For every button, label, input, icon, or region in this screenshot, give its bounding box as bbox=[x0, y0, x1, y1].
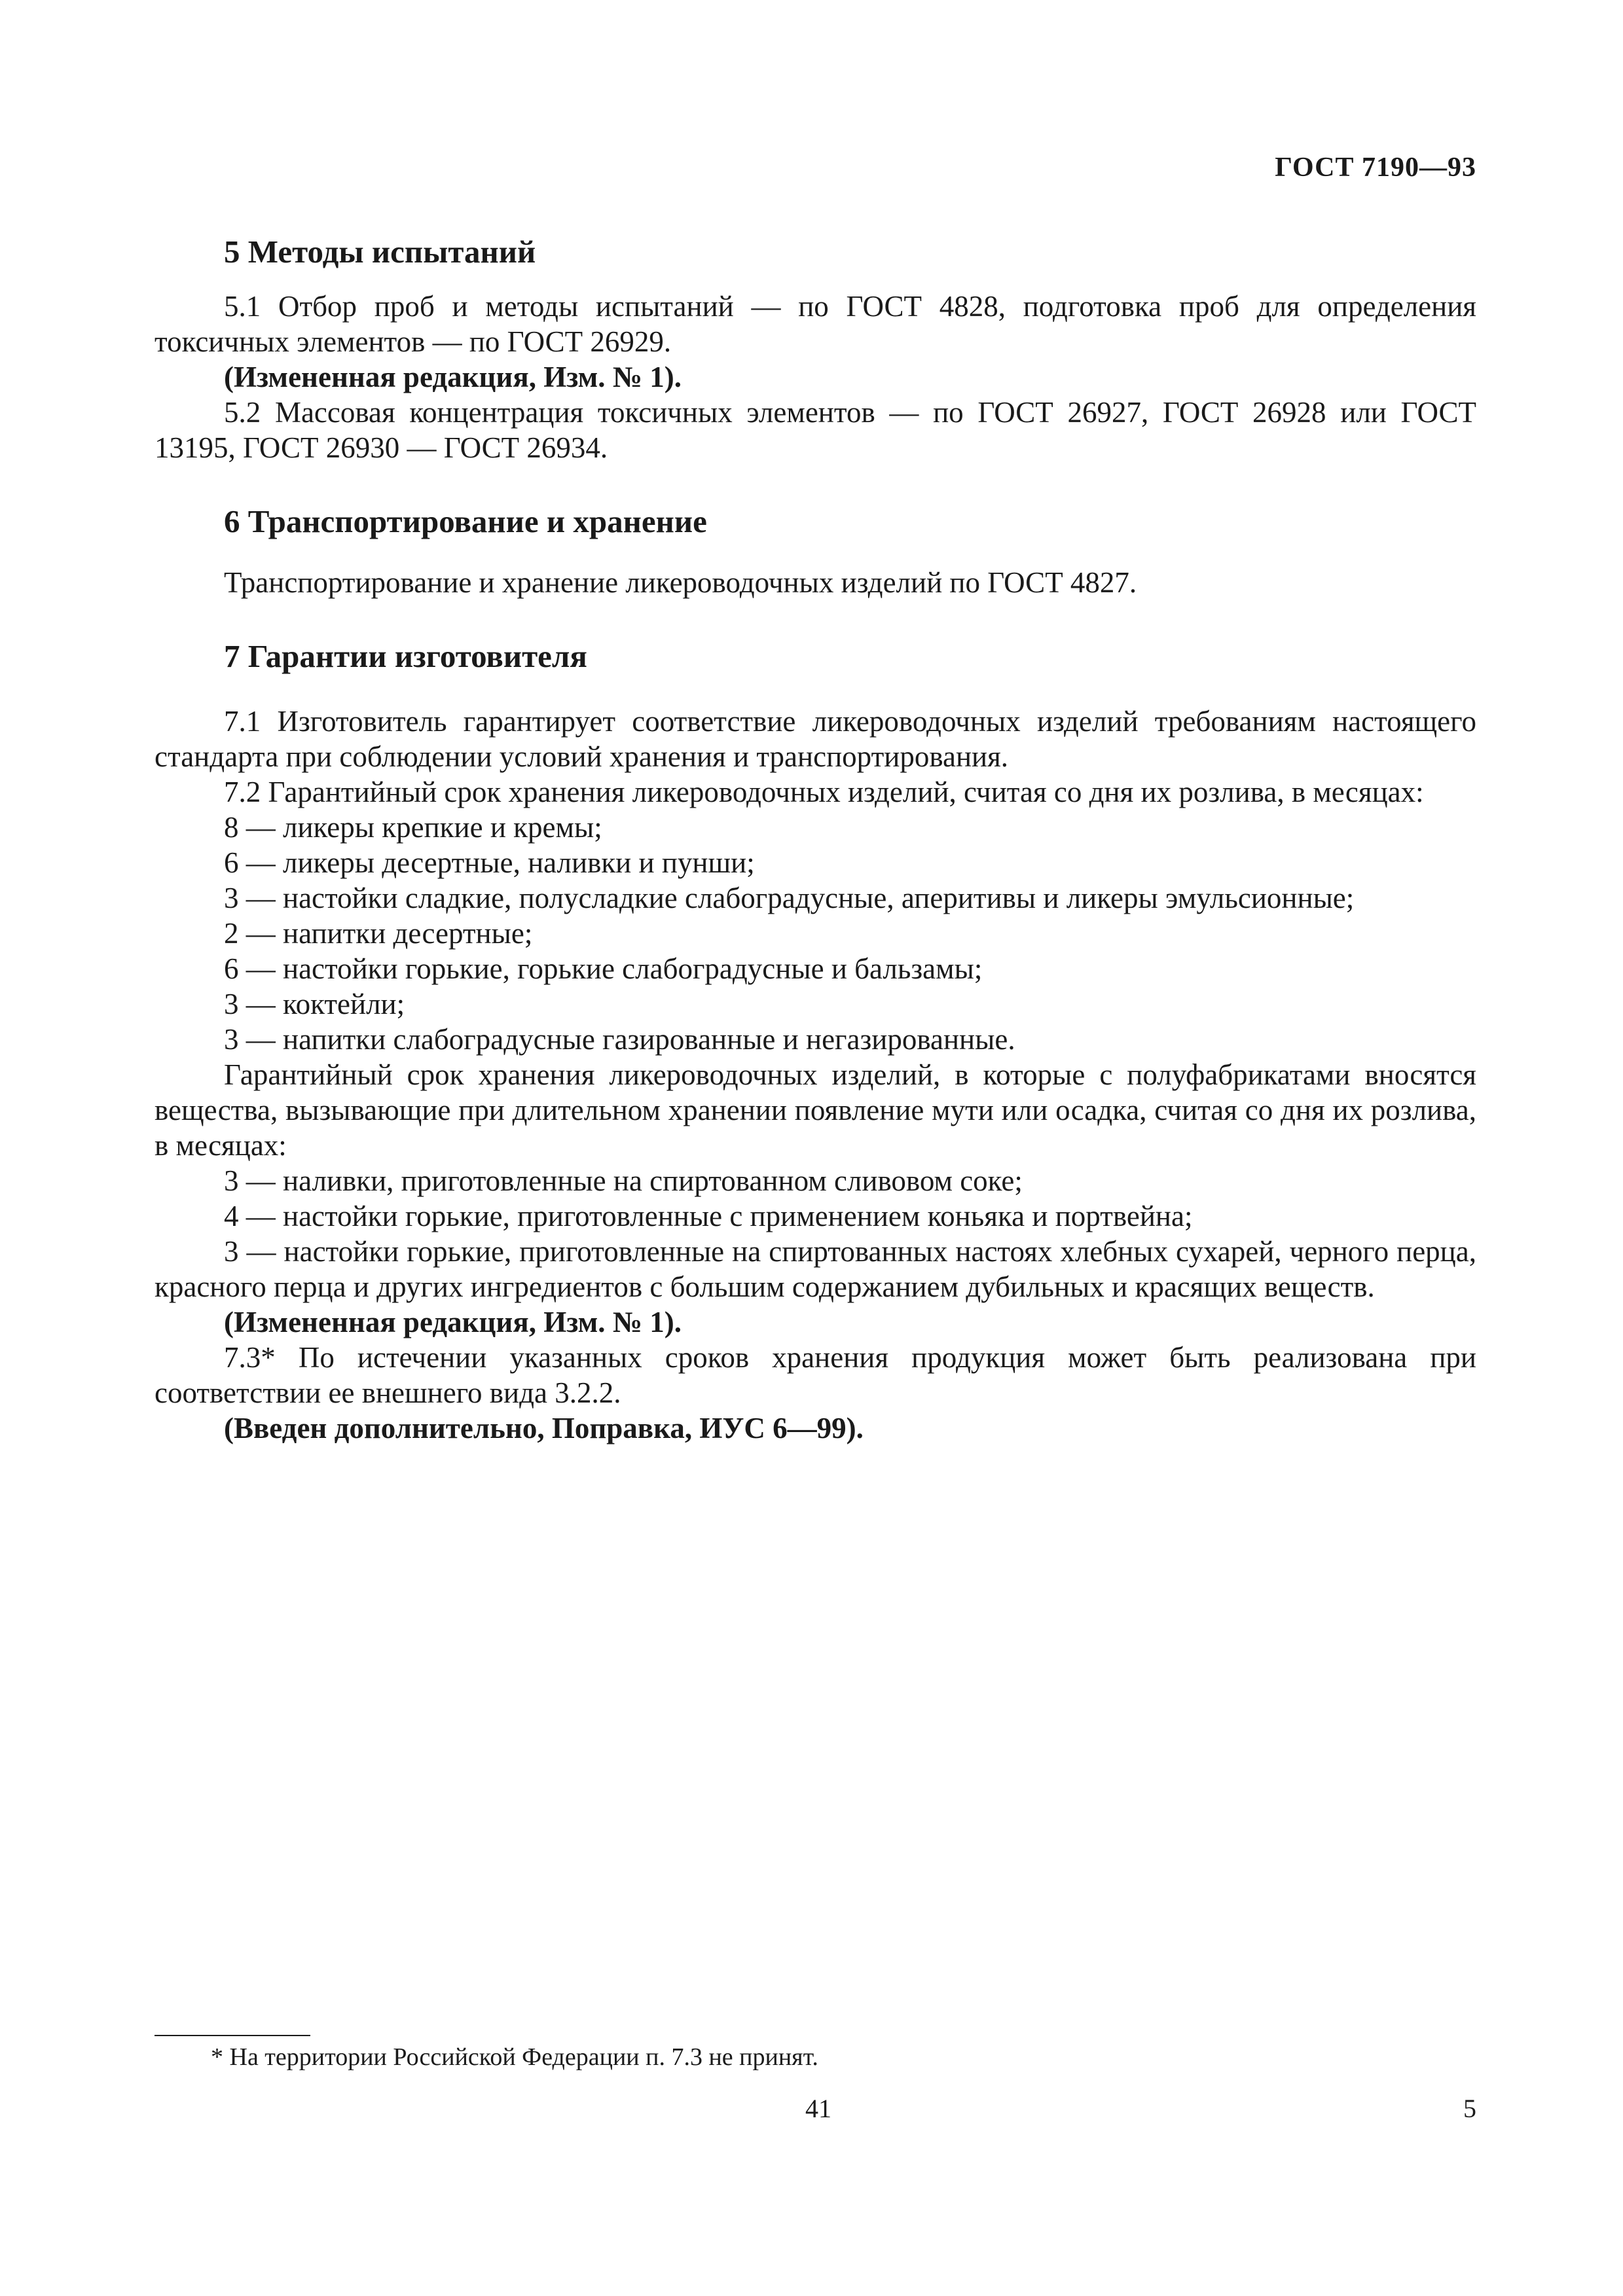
paragraph-6: Транспортирование и хранение ликероводочных изделий по ГОСТ 4827. bbox=[224, 566, 1137, 599]
amendment-note: (Измененная редакция, Изм. № 1). bbox=[224, 361, 682, 393]
list-item: 3 — коктейли; bbox=[224, 988, 405, 1020]
paragraph-5-2: 5.2 Массовая концентрация токсичных элементов — по ГОСТ 26927, ГОСТ 26928 или ГОСТ 13195, ГОСТ 26930 — ГОСТ 26934. bbox=[155, 396, 1476, 464]
document-body bbox=[155, 232, 1476, 1446]
list-item: 6 — ликеры десертные, наливки и пунши; bbox=[224, 846, 755, 879]
list-item: 3 — напитки слабоградусные газированные и негазированные. bbox=[224, 1023, 1015, 1056]
amendment-note: (Измененная редакция, Изм. № 1). bbox=[224, 1306, 682, 1338]
list-item: 3 — настойки сладкие, полусладкие слабоградусные, аперитивы и ликеры эмульсионные; bbox=[224, 882, 1355, 914]
list-item: 3 — наливки, приготовленные на спиртованном сливовом соке; bbox=[224, 1164, 1023, 1197]
section-6-title: 6 Транспортирование и хранение bbox=[224, 503, 707, 539]
footnote: * На территории Российской Федерации п. 7.3 не принят. bbox=[211, 2043, 818, 2071]
section-5 bbox=[155, 232, 1476, 465]
section-7 bbox=[155, 637, 1476, 1446]
list-item: 4 — настойки горькие, приготовленные с применением коньяка и портвейна; bbox=[224, 1200, 1193, 1232]
paragraph-5-1: 5.1 Отбор проб и методы испытаний — по ГОСТ 4828, подготовка проб для определения токсичных элементов — по ГОСТ 26929. bbox=[155, 290, 1476, 358]
list-item: 2 — напитки десертные; bbox=[224, 917, 533, 950]
paragraph-7-3: 7.3* По истечении указанных сроков хранения продукция может быть реализована при соответствии ее внешнего вида 3.2.2. bbox=[155, 1341, 1476, 1409]
page-number-right: 5 bbox=[1463, 2094, 1476, 2123]
page-number-center: 41 bbox=[805, 2094, 831, 2123]
correction-note: (Введен дополнительно, Поправка, ИУС 6—99). bbox=[224, 1412, 864, 1444]
footnote-divider bbox=[155, 2035, 310, 2036]
section-5-title: 5 Методы испытаний bbox=[224, 234, 536, 270]
list-item: 8 — ликеры крепкие и кремы; bbox=[224, 811, 602, 844]
paragraph-warranty-additives: Гарантийный срок хранения ликероводочных изделий, в которые с полуфабрикатами вносятся вещества, вызывающие при длительном хранении появление мути или осадка, считая со дня их розлива, в месяцах: bbox=[155, 1058, 1476, 1162]
list-item: 3 — настойки горькие, приготовленные на спиртованных настоях хлебных сухарей, черного перца, красного перца и других ингредиентов с большим содержанием дубильных и красящих веществ. bbox=[155, 1235, 1476, 1303]
list-item: 6 — настойки горькие, горькие слабоградусные и бальзамы; bbox=[224, 952, 983, 985]
paragraph-7-2: 7.2 Гарантийный срок хранения ликероводочных изделий, считая со дня их розлива, в месяцах: bbox=[224, 776, 1424, 808]
standard-code-header: ГОСТ 7190—93 bbox=[1275, 152, 1476, 183]
section-7-title: 7 Гарантии изготовителя bbox=[224, 638, 587, 674]
paragraph-7-1: 7.1 Изготовитель гарантирует соответствие ликероводочных изделий требованиям настоящего стандарта при соблюдении условий хранения и транспортирования. bbox=[155, 705, 1476, 773]
section-6 bbox=[155, 502, 1476, 600]
